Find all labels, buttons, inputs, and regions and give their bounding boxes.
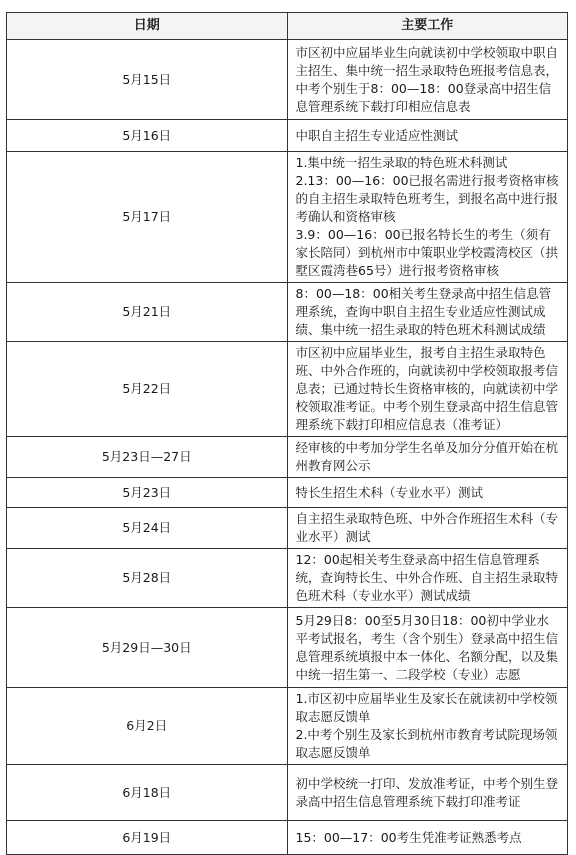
table-row	[7, 342, 568, 437]
row-date: 5月21日	[7, 283, 288, 342]
table-row	[7, 120, 568, 152]
work-line: 12：00起相关考生登录高中招生信息管理系统，查询特长生、中外合作班、自主招生录取特色班术科（专业水平）测试成绩	[295, 552, 559, 603]
work-line: 2.13：00—16：00已报名需进行报考资格审核的自主招生录取特色班考生，到报名高中进行报考确认和资格审核	[295, 173, 559, 224]
work-line: 市区初中应届毕业生，报考自主招生录取特色班、中外合作班的，向就读初中学校领取报考信息表；已通过特长生资格审核的，向就读初中学校领取准考证。中考个别生登录高中招生信息管理系统下载打印相应信息表（准考证）	[295, 345, 559, 432]
table-row	[7, 508, 568, 549]
row-work	[287, 765, 568, 821]
work-line: 5月29日8：00至5月30日18：00初中学业水平考试报名，考生（含个别生）登录高中招生信息管理系统填报中本一体化、名额分配，以及集中统一招生第一、二段学校（专业）志愿	[295, 612, 559, 682]
row-date: 6月18日	[7, 765, 288, 821]
table-row	[7, 821, 568, 855]
work-line: 经审核的中考加分学生名单及加分分值开始在杭州教育网公示	[295, 440, 559, 473]
work-line: 1.市区初中应届毕业生及家长在就读初中学校领取志愿反馈单	[295, 691, 558, 724]
schedule-table	[6, 12, 568, 855]
row-work	[287, 120, 568, 152]
row-date: 6月19日	[7, 821, 288, 855]
row-date: 5月29日—30日	[7, 608, 288, 688]
row-date: 5月22日	[7, 342, 288, 437]
row-work	[287, 40, 568, 120]
row-date: 6月2日	[7, 688, 288, 765]
row-work	[287, 549, 568, 608]
work-line: 8：00—18：00相关考生登录高中招生信息管理系统，查询中职自主招生专业适应性测试成绩、集中统一招生录取的特色班术科测试成绩	[295, 286, 552, 337]
work-line: 中职自主招生专业适应性测试	[295, 127, 459, 143]
work-line: 1.集中统一招生录取的特色班术科测试	[295, 155, 508, 170]
table-header-row	[7, 13, 568, 40]
table-row	[7, 478, 568, 508]
work-line: 初中学校统一打印、发放准考证，中考个别生登录高中招生信息管理系统下载打印准考证	[295, 775, 559, 809]
row-work	[287, 152, 568, 283]
work-line: 市区初中应届毕业生向就读初中学校领取中职自主招生、集中统一招生录取特色班报考信息表，中考个别生于8：00—18：00登录高中招生信息管理系统下载打印相应信息表	[295, 44, 559, 114]
table-row	[7, 608, 568, 688]
work-line: 2.中考个别生及家长到杭州市教育考试院现场领取志愿反馈单	[295, 727, 558, 760]
table-row	[7, 688, 568, 765]
schedule-body	[7, 40, 568, 855]
table-row	[7, 283, 568, 342]
row-work	[287, 608, 568, 688]
row-work	[287, 508, 568, 549]
table-row	[7, 152, 568, 283]
row-work	[287, 688, 568, 765]
row-date: 5月28日	[7, 549, 288, 608]
table-row	[7, 437, 568, 478]
row-date: 5月17日	[7, 152, 288, 283]
table-row	[7, 549, 568, 608]
row-work	[287, 478, 568, 508]
row-date: 5月16日	[7, 120, 288, 152]
row-date: 5月24日	[7, 508, 288, 549]
header-date: 日期	[7, 13, 288, 40]
row-work	[287, 342, 568, 437]
row-date: 5月23日—27日	[7, 437, 288, 478]
row-date: 5月15日	[7, 40, 288, 120]
row-date: 5月23日	[7, 478, 288, 508]
work-line: 15：00—17：00考生凭准考证熟悉考点	[295, 829, 522, 845]
header-work: 主要工作	[287, 13, 568, 40]
table-row	[7, 40, 568, 120]
work-line: 特长生招生术科（专业水平）测试	[295, 484, 484, 500]
table-row	[7, 765, 568, 821]
work-line: 3.9：00—16：00已报名特长生的考生（须有家长陪同）到杭州市中策职业学校霞湾校区（拱墅区霞湾巷65号）进行报考资格审核	[295, 227, 559, 278]
row-work	[287, 821, 568, 855]
row-work	[287, 437, 568, 478]
work-line: 自主招生录取特色班、中外合作班招生术科（专业水平）测试	[295, 511, 559, 544]
row-work	[287, 283, 568, 342]
